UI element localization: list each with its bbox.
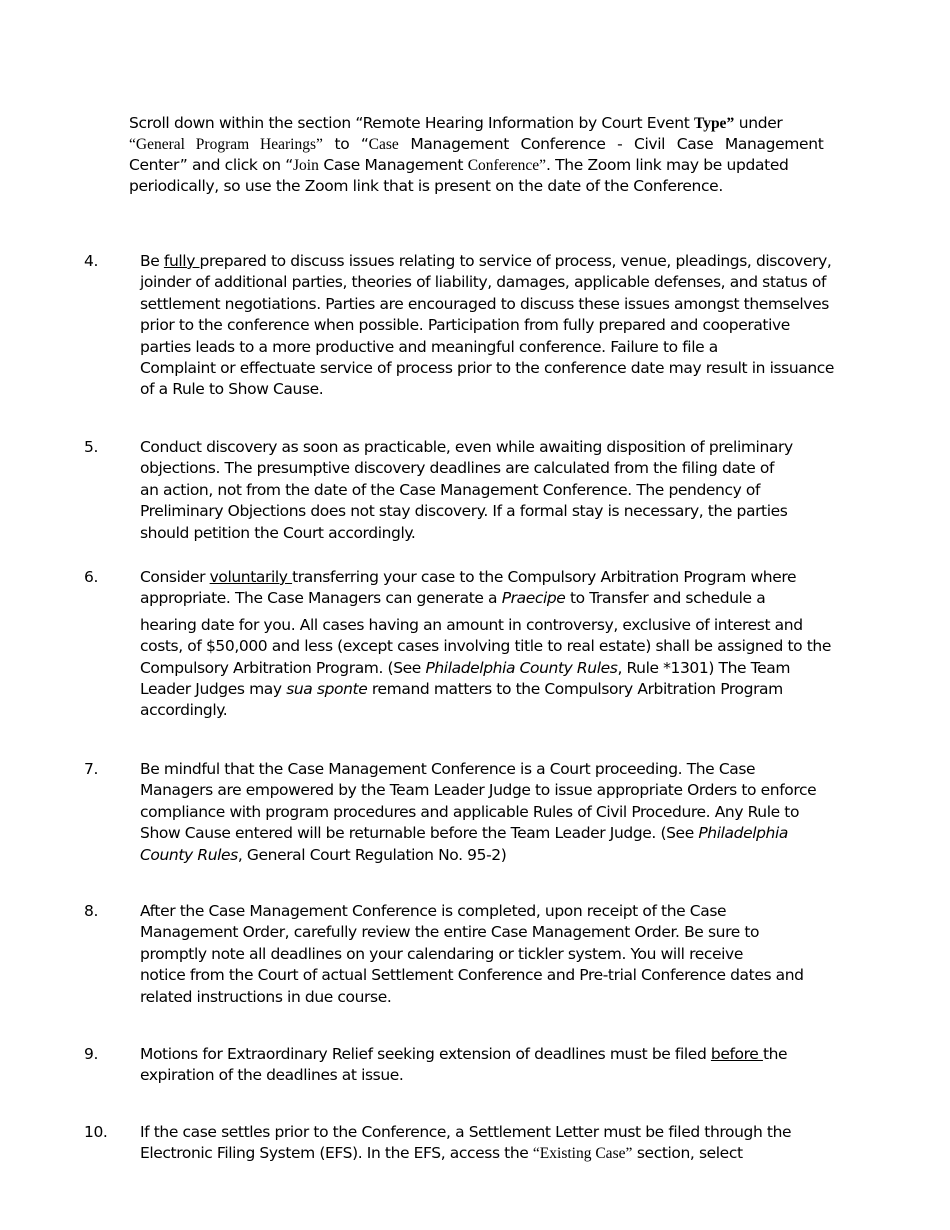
list-item-8 [84, 901, 844, 1011]
item-number: 6. [84, 568, 98, 586]
list-item-4 [84, 251, 844, 403]
intro-line-1: Scroll down within the section “Remote Hearing Information by Court Event Type” under [129, 114, 783, 132]
item-number: 4. [84, 252, 98, 270]
item-text: Conduct discovery as soon as practicable, even while awaiting disposition of preliminary objections. The presumptive discovery deadlines are calculated from the filing date of an action, not from the date of the Case Management Conference. The pendency of Preliminary Objections does not stay discovery. If a formal stay is necessary, the parties should petition the Court accordingly. [140, 438, 793, 542]
item-number: 10. [84, 1123, 108, 1141]
item-text: Consider voluntarily transferring your case to the Compulsory Arbitration Program where appropriate. The Case Managers can generate a Praecipe to Transfer and schedule a hearing date for you. All cases having an amount in controversy, exclusive of interest and costs, of $50,000 and less (except cases involving title to real estate) shall be assigned to the Compulsory Arbitration Program. (See Philadelphia County Rules, Rule *1301) The Team Leader Judges may sua sponte remand matters to the Compulsory Arbitration Program accordingly. [140, 568, 831, 720]
list-item-5 [84, 437, 844, 547]
item-text: Motions for Extraordinary Relief seeking extension of deadlines must be filed before the expiration of the deadlines at issue. [140, 1045, 788, 1085]
intro-line-3: Center” and click on “Join Case Management Conference”. The Zoom link may be updated [129, 156, 789, 174]
item-text: Be mindful that the Case Management Conference is a Court proceeding. The Case Managers are empowered by the Team Leader Judge to issue appropriate Orders to enforce compliance with program procedures and applicable Rules of Civil Procedure. Any Rule to Show Cause entered will be returnable before the Team Leader Judge. (See Philadelphia County Rules, General Court Regulation No. 95-2) [140, 760, 817, 864]
item-number: 7. [84, 760, 98, 778]
item-number: 5. [84, 438, 98, 456]
intro-line-4: periodically, so use the Zoom link that is present on the date of the Conference. [129, 177, 723, 195]
item-number: 8. [84, 902, 98, 920]
item-text: After the Case Management Conference is completed, upon receipt of the Case Management Order, carefully review the entire Case Management Order. Be sure to promptly note all deadlines on your calendaring or tickler system. You will receive notice from the Court of actual Settlement Conference and Pre-trial Conference dates and related instructions in due course. [140, 902, 804, 1006]
item-number: 9. [84, 1045, 98, 1063]
list-item-6 [84, 567, 844, 727]
list-item-10 [84, 1122, 844, 1168]
item-text: If the case settles prior to the Conference, a Settlement Letter must be filed through the Electronic Filing System (EFS). In the EFS, access the “Existing Case” section, select [140, 1123, 792, 1163]
intro-line-2: “General Program Hearings” to “Case Management Conference - Civil Case Management [129, 135, 824, 153]
item-text: Be fully prepared to discuss issues relating to service of process, venue, pleadings, discovery, joinder of additional parties, theories of liability, damages, applicable defenses, and status of settlement negotiations. Parties are encouraged to discuss these issues amongst themselves prior to the conference when possible. Participation from fully prepared and cooperative parties leads to a more productive and meaningful conference. Failure to file a Complaint or effectuate service of process prior to the conference date may result in issuance of a Rule to Show Cause. [140, 252, 835, 399]
list-item-7 [84, 759, 844, 869]
intro-paragraph [129, 113, 849, 197]
list-item-9 [84, 1044, 844, 1090]
